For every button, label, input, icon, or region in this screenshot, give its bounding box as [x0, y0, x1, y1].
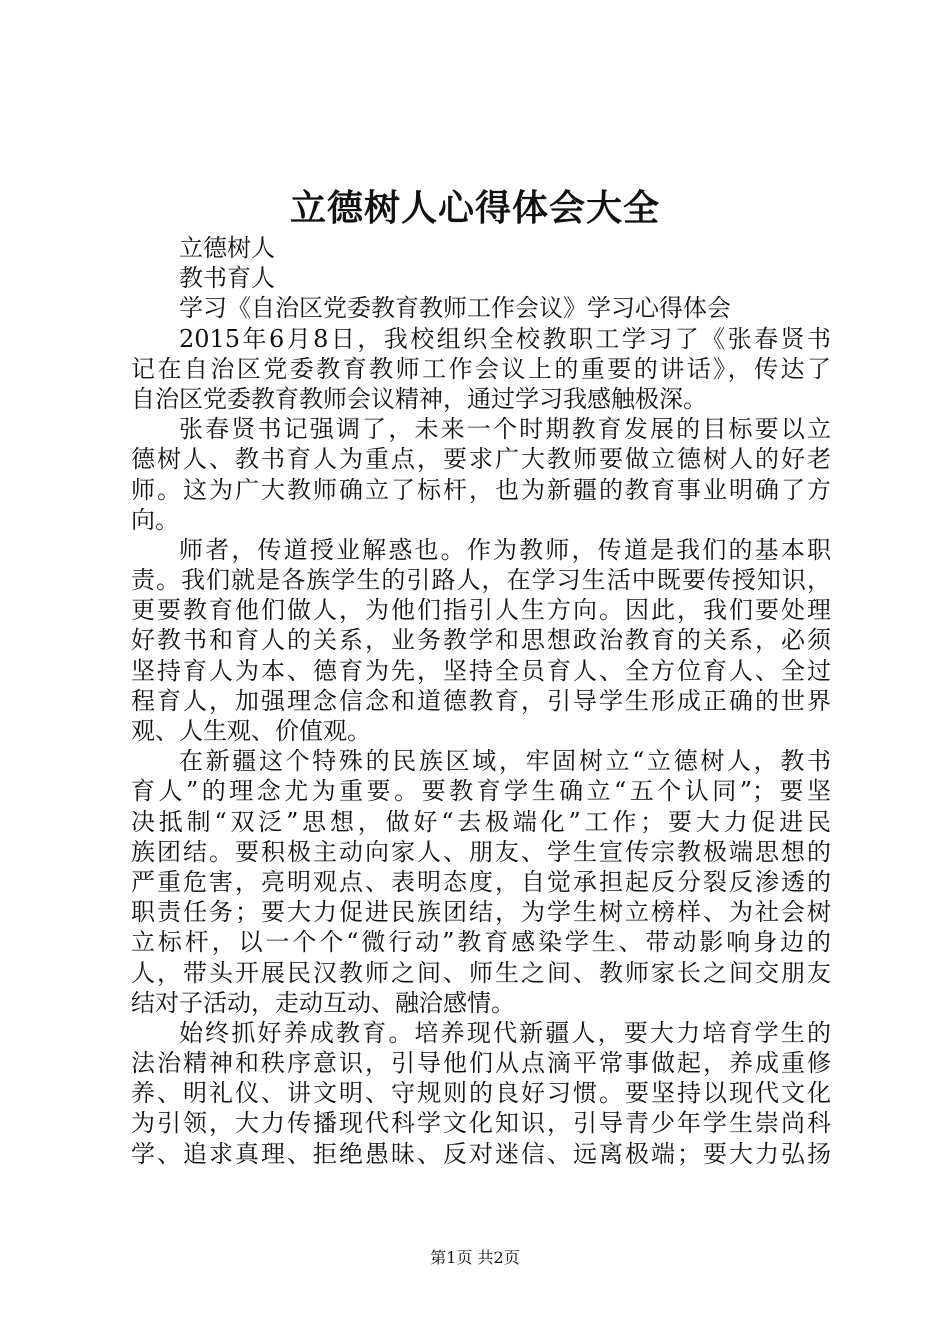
text-line: 观、人生观、价值观。: [131, 717, 371, 745]
text-line: 2015年6月8日，我校组织全校教职工学习了《张春贤书: [179, 324, 831, 353]
text-line: 决抵制“双泛”思想，做好“去极端化”工作；要大力促进民: [131, 807, 831, 836]
text-line: 更要教育他们做人，为他们指引人生方向。因此，我们要处理: [131, 596, 831, 625]
text-line: 职责任务；要大力促进民族团结，为学生树立榜样、为社会树: [131, 898, 831, 927]
text-line: 育人”的理念尤为重要。要教育学生确立“五个认同”；要坚: [131, 777, 831, 806]
text-line: 立标杆，以一个个“微行动”教育感染学生、带动影响身边的: [131, 928, 831, 957]
document-body: [131, 233, 831, 1169]
text-line: 责。我们就是各族学生的引路人，在学习生活中既要传授知识，: [131, 566, 831, 595]
text-line: 学、追求真理、拒绝愚昧、反对迷信、远离极端；要大力弘扬: [131, 1139, 831, 1168]
text-line: 好教书和育人的关系，业务教学和思想政治教育的关系，必须: [131, 626, 831, 655]
text-line: 坚持育人为本、德育为先，坚持全员育人、全方位育人、全过: [131, 656, 831, 685]
text-line: 始终抓好养成教育。培养现代新疆人，要大力培育学生的: [179, 1018, 831, 1047]
document-title: 立德树人心得体会大全: [289, 187, 660, 229]
text-line: 学习《自治区党委教育教师工作会议》学习心得体会: [179, 294, 731, 323]
text-line: 德树人、教书育人为重点，要求广大教师要做立德树人的好老: [131, 445, 831, 474]
text-line: 师者，传道授业解惑也。作为教师，传道是我们的基本职: [179, 535, 831, 564]
text-line: 立德树人: [179, 234, 275, 262]
text-line: 为引领，大力传播现代科学文化知识，引导青少年学生崇尚科: [131, 1109, 831, 1138]
text-line: 严重危害，亮明观点、表明态度，自觉承担起反分裂反渗透的: [131, 867, 831, 896]
text-line: 自治区党委教育教师会议精神，通过学习我感触极深。: [131, 384, 707, 413]
text-line: 法治精神和秩序意识，引导他们从点滴平常事做起，养成重修: [131, 1049, 831, 1078]
text-line: 人，带头开展民汉教师之间、师生之间、教师家长之间交朋友: [131, 958, 831, 987]
text-line: 师。这为广大教师确立了标杆，也为新疆的教育事业明确了方: [131, 475, 831, 504]
text-line: 教书育人: [179, 264, 275, 293]
text-line: 族团结。要积极主动向家人、朋友、学生宣传宗教极端思想的: [131, 837, 831, 866]
text-line: 张春贤书记强调了，未来一个时期教育发展的目标要以立: [179, 415, 831, 444]
text-line: 向。: [131, 505, 179, 534]
text-line: 结对子活动，走动互动、融洽感情。: [131, 988, 515, 1017]
text-line: 记在自治区党委教育教师工作会议上的重要的讲话》，传达了: [131, 354, 831, 383]
page-footer: 第1页 共2页: [430, 1248, 520, 1267]
text-line: 养、明礼仪、讲文明、守规则的良好习惯。要坚持以现代文化: [131, 1079, 831, 1108]
text-line: 程育人，加强理念信念和道德教育，引导学生形成正确的世界: [131, 686, 831, 715]
text-line: 在新疆这个特殊的民族区域，牢固树立“立德树人，教书: [179, 747, 831, 776]
